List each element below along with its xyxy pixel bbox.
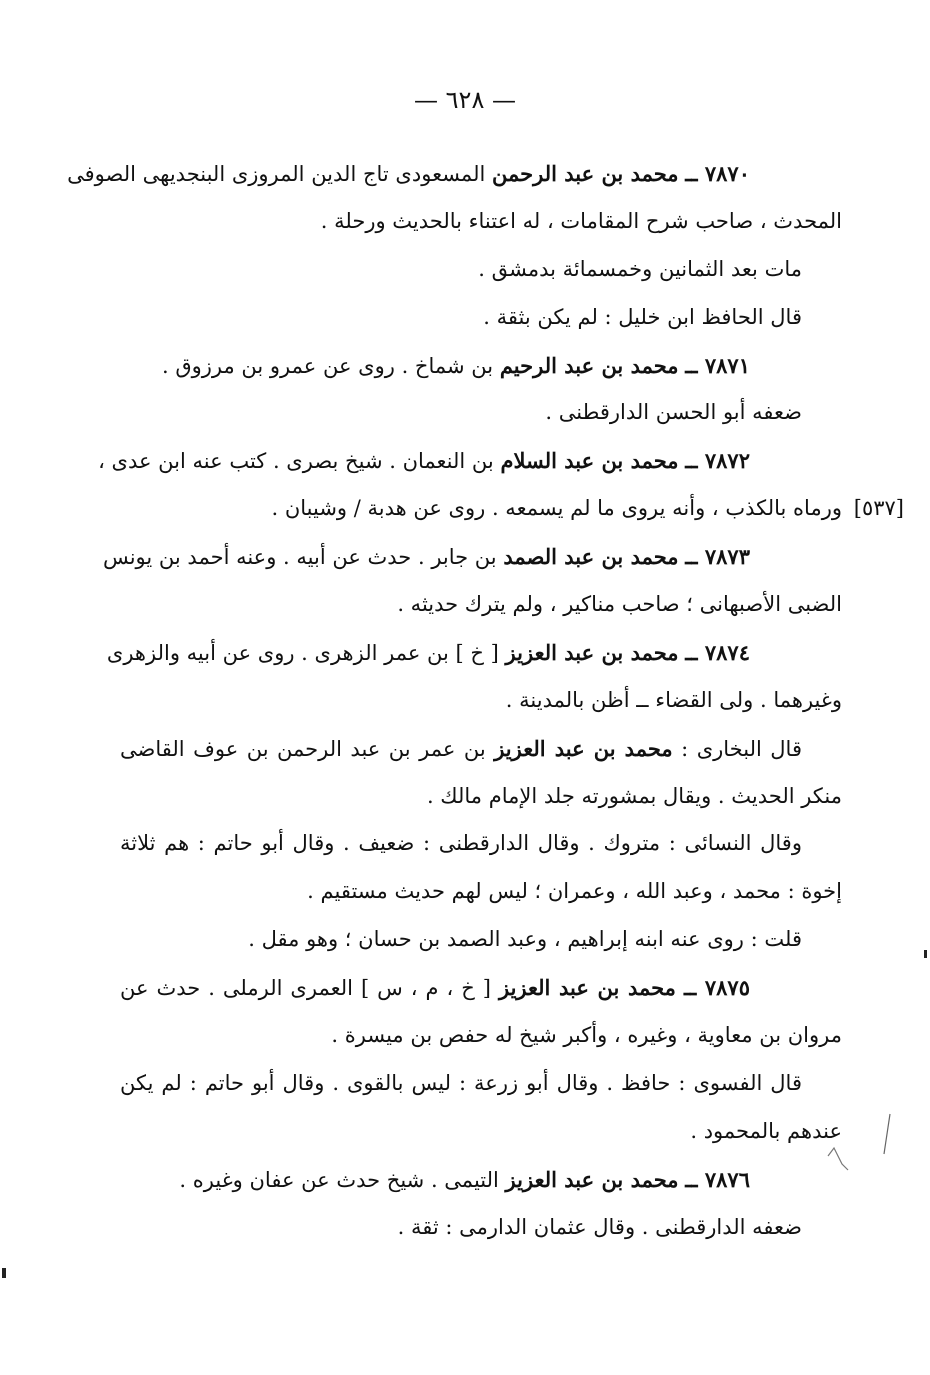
- line-text: عندهم بالمحمود .: [690, 1118, 842, 1143]
- text-line: [120, 581, 842, 629]
- text-line: [120, 916, 842, 964]
- line-text: وغيرهما . ولى القضاء ــ أظن بالمدينة .: [505, 687, 842, 712]
- pencil-mark: [820, 1110, 900, 1190]
- entry-number: ٧٨٧٢ ــ: [685, 448, 750, 474]
- text-line: [120, 677, 842, 725]
- text-line: [120, 773, 842, 821]
- line-text: المسعودى تاج الدين المروزى البنجديهى الصوفى: [67, 162, 486, 186]
- entry-line: [106, 629, 842, 677]
- entry-number: ٧٨٧٦ ــ: [685, 1166, 750, 1192]
- entry-number: ٧٨٧٠ ــ: [685, 161, 750, 186]
- text-line: [120, 868, 842, 916]
- text-line: [120, 198, 842, 246]
- entry-line: [120, 1156, 842, 1204]
- entry-line: [120, 342, 842, 390]
- line-text: مات بعد الثمانين وخمسمائة بدمشق .: [478, 256, 802, 281]
- text-line: [120, 1204, 842, 1252]
- scan-speck: [924, 950, 927, 958]
- entry-line: [98, 437, 842, 485]
- line-text: التيمى . شيخ حدث عن عفان وغيره .: [179, 1167, 499, 1192]
- line-text: الضبى الأصبهانى ؛ صاحب مناكير ، ولم يترك حديثه .: [397, 592, 842, 617]
- margin-page-reference: [٥٣٧]: [853, 496, 904, 521]
- line-text: بن جابر . حدث عن أبيه . وعنه أحمد بن يونس: [102, 545, 497, 570]
- line-text: بن شماخ . روى عن عمرو بن مرزوق .: [161, 353, 494, 378]
- text-body: [67, 150, 904, 1251]
- line-text: قال الحافظ ابن خليل : لم يكن بثقة .: [483, 304, 802, 329]
- entry-number: ٧٨٧٣ ــ: [685, 544, 750, 570]
- text-line: [120, 294, 842, 342]
- page-number: — ٦٢٨ —: [414, 86, 516, 114]
- line-text: [ خ ] بن عمر الزهرى . روى عن أبيه والزهرى: [106, 640, 499, 665]
- line-text: وقال النسائى : متروك . وقال الدارقطنى : ضعيف . وقال أبو حاتم : هم ثلاثة: [120, 831, 802, 856]
- entry-name: محمد بن عبد العزيز: [499, 975, 676, 1001]
- line-text: مروان بن معاوية ، وغيره ، وأكبر شيخ له حفص بن ميسرة .: [331, 1023, 842, 1048]
- line-text: قلت : روى عنه ابنه إبراهيم ، وعبد الصمد بن حسان ؛ وهو مقل .: [248, 927, 802, 952]
- entry-number: ٧٨٧٤ ــ: [685, 639, 750, 665]
- line-text: [ خ ، م ، س ] العمرى الرملى . حدث عن: [120, 976, 491, 1001]
- entry-name: محمد بن عبد الرحمن: [492, 161, 679, 186]
- text-line: [120, 725, 842, 773]
- entry-name: محمد بن عبد العزيز: [494, 735, 673, 761]
- entry-number: ٧٨٧٥ ــ: [683, 975, 750, 1001]
- entry-name: محمد بن عبد الصمد: [503, 544, 679, 570]
- line-text: إخوة : محمد ، وعبد الله ، وعمران ؛ ليس لهم حديث مستقيم .: [307, 879, 842, 904]
- text-line: [120, 820, 842, 868]
- text-line: [120, 1060, 842, 1108]
- text-line: [120, 485, 904, 533]
- line-prefix: قال البخارى :: [681, 736, 802, 761]
- line-text: قال الفسوى : حافظ . وقال أبو زرعة : ليس بالقوى . وقال أبو حاتم : لم يكن: [120, 1070, 802, 1095]
- entry-name: محمد بن عبد الرحيم: [499, 352, 679, 378]
- line-text: المحدث ، صاحب شرح المقامات ، له اعتناء بالحديث ورحلة .: [320, 208, 842, 233]
- line-text: ضعفه الدارقطنى . وقال عثمان الدارمى : ثقة .: [397, 1214, 802, 1239]
- scan-speck: [2, 1268, 6, 1278]
- line-text: ضعفه أبو الحسن الدارقطنى .: [545, 400, 802, 425]
- entry-number: ٧٨٧١ ــ: [685, 352, 750, 378]
- entry-name: محمد بن عبد العزيز: [505, 1166, 679, 1192]
- entry-name: محمد بن عبد السلام: [500, 448, 679, 474]
- entry-line: [67, 150, 842, 198]
- line-text: منكر الحديث . ويقال بمشورته جلد الإمام مالك .: [426, 783, 842, 808]
- entry-line: [120, 964, 842, 1012]
- line-text: ورماه بالكذب ، وأنه يروى ما لم يسمعه . روى عن هدبة / وشيبان .: [271, 496, 842, 521]
- text-line: [120, 246, 842, 294]
- entry-name: محمد بن عبد العزيز: [505, 639, 679, 665]
- text-line: [120, 389, 842, 437]
- line-text: بن النعمان . شيخ بصرى . كتب عنه ابن عدى ،: [98, 449, 494, 474]
- text-line: [120, 1108, 842, 1156]
- text-line: [120, 1012, 842, 1060]
- line-text: بن عمر بن عبد الرحمن بن عوف القاضى: [120, 736, 486, 761]
- entry-line: [102, 533, 842, 581]
